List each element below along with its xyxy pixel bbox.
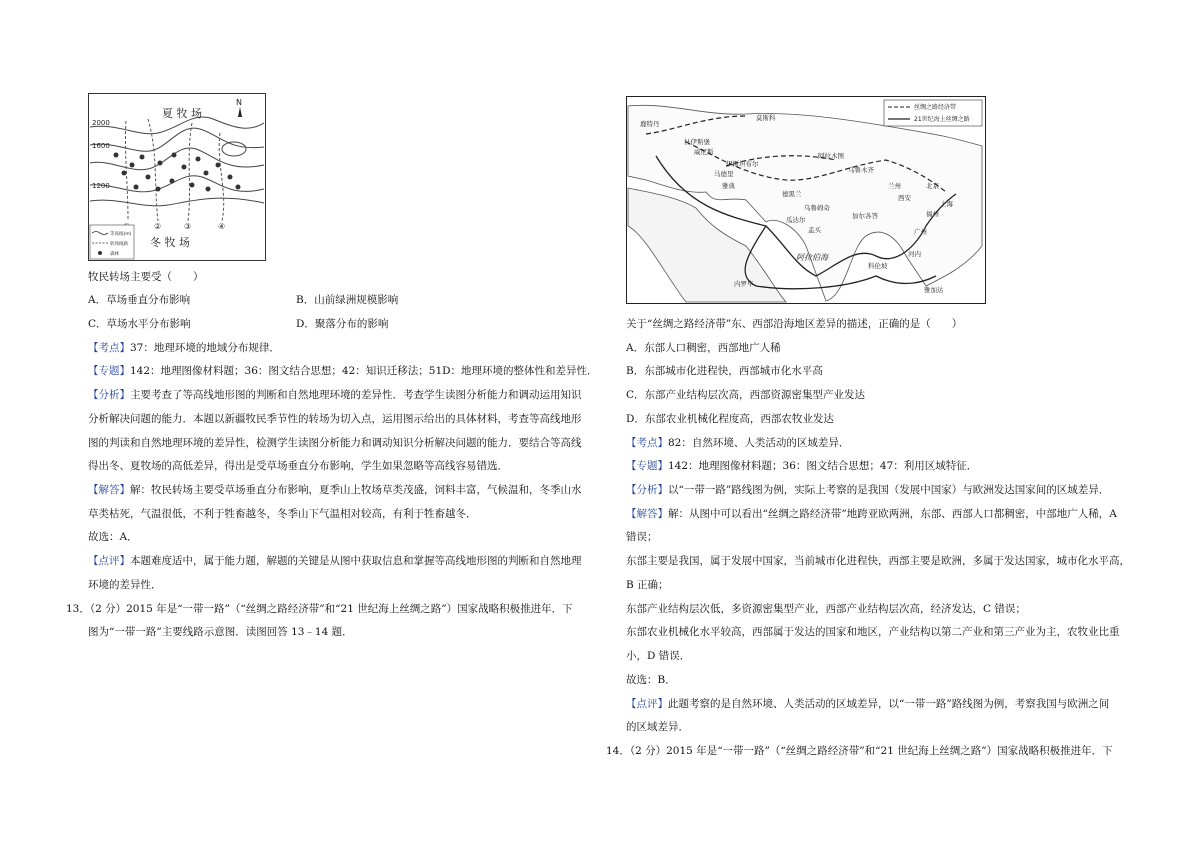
q12-option-c: C．草场水平分布影响 (88, 318, 191, 330)
q14-stem: 14．（2 分）2015 年是“一带一路”（“丝绸之路经济带”和“21 世纪海上丝绸之路”）国家战略积极推进年．下 (606, 745, 1113, 757)
q13-question: 关于“丝绸之路经济带”东、西部沿海地区差异的描述，正确的是（ ） (626, 318, 963, 330)
q13-jieda: 【解答】解：从图中可以看出“丝绸之路经济带”地跨亚欧两洲，东部、西部人口都稠密，中部地广人稀，A (626, 508, 1117, 520)
q12-option-d: D．聚落分布的影响 (296, 318, 389, 330)
q12-zhuanti: 【专题】142：地理图像材料题；36：图文结合思想；42：知识迁移法；51D：地理环境的整体性和差异性． (88, 365, 598, 377)
svg-text:阿拉伯海: 阿拉伯海 (796, 253, 828, 262)
route-2: ② (154, 222, 162, 231)
svg-text:科伦坡: 科伦坡 (868, 262, 888, 270)
elevation-1200: 1200 (92, 182, 110, 190)
q12-answer: 故选：A． (88, 531, 138, 543)
svg-text:转场线路: 转场线路 (110, 242, 128, 247)
svg-text:阿拉木图: 阿拉木图 (818, 152, 844, 160)
svg-text:德黑兰: 德黑兰 (782, 190, 802, 198)
belt-road-map (626, 96, 986, 304)
svg-text:丝绸之路经济带: 丝绸之路经济带 (914, 104, 957, 111)
winter-pasture-label: 冬 牧 场 (150, 236, 190, 249)
q13-zhuanti: 【专题】142：地理图像材料题；36：图文结合思想；47：利用区域特征． (626, 460, 978, 472)
svg-text:莫斯科: 莫斯科 (756, 114, 776, 122)
svg-text:加尔各答: 加尔各答 (852, 212, 878, 220)
svg-text:威尼斯: 威尼斯 (694, 148, 714, 156)
q13-option-c: C．东部产业结构层次高，西部资源密集型产业发达 (626, 389, 866, 401)
q12-dianping: 【点评】本题难度适中，属于能力题，解题的关键是从图中获取信息和掌握等高线地形图的判断和自然地理 (88, 555, 582, 567)
elevation-1600: 1600 (92, 142, 110, 150)
svg-text:21世纪海上丝绸之路: 21世纪海上丝绸之路 (914, 116, 970, 123)
q13-option-d: D．东部农业机械化程度高，西部农牧业发达 (626, 413, 834, 425)
svg-text:等高线(m): 等高线(m) (110, 232, 132, 237)
q12-stem: 牧民转场主要受（ ） (88, 271, 204, 283)
elevation-2000: 2000 (92, 119, 110, 127)
svg-text:兰州: 兰州 (888, 182, 901, 190)
q12-fenxi: 【分析】主要考查了等高线地形图的判断和自然地理环境的差异性．考查学生读图分析能力和调动运用知识 (88, 389, 582, 401)
route-4: ④ (218, 222, 226, 231)
q13-dianping: 【点评】此题考察的是自然环境、人类活动的区域差异，以“一带一路”路线图为例，考察我国与欧洲之间 (626, 698, 1110, 710)
svg-text:广州: 广州 (914, 228, 927, 236)
q13-kaodian: 【考点】82：自然环境、人类活动的区域差异． (626, 437, 850, 449)
svg-text:北京: 北京 (926, 182, 939, 190)
svg-text:鹿特丹: 鹿特丹 (640, 120, 660, 128)
q12-jieda: 【解答】解：牧民转场主要受草场垂直分布影响，夏季山上牧场草类茂盛，饲料丰富，气候温和，冬季山水 (88, 484, 582, 496)
svg-text:雅加达: 雅加达 (924, 286, 944, 294)
svg-text:内罗毕: 内罗毕 (734, 280, 754, 288)
svg-text:上海: 上海 (940, 200, 953, 208)
q12-kaodian: 【考点】37：地理环境的地域分布规律． (88, 342, 280, 354)
svg-text:乌鲁姆奇: 乌鲁姆奇 (804, 204, 830, 212)
svg-text:西安: 西安 (898, 194, 911, 202)
svg-text:伊斯坦布尔: 伊斯坦布尔 (726, 160, 759, 168)
svg-text:河内: 河内 (908, 250, 921, 258)
svg-text:森林: 森林 (110, 252, 119, 257)
svg-text:瓜达尔: 瓜达尔 (786, 216, 806, 224)
q13-answer: 故选：B． (626, 674, 676, 686)
svg-text:杜伊斯堡: 杜伊斯堡 (684, 138, 710, 146)
north-arrow: N (236, 98, 242, 107)
q13-stem: 13．（2 分）2015 年是“一带一路”（“丝绸之路经济带”和“21 世纪海上丝绸之路”）国家战略积极推进年．下 (66, 603, 573, 615)
contour-map (88, 93, 266, 261)
svg-text:马德里: 马德里 (714, 170, 734, 178)
q13-option-b: B．东部城市化进程快，西部城市化水平高 (626, 365, 823, 377)
q13-option-a: A．东部人口稠密，西部地广人稀 (626, 342, 781, 354)
q13-fenxi: 【分析】以“一带一路”路线图为例，实际上考察的是我国（发展中国家）与欧洲发达国家间的区域差异． (626, 484, 1110, 496)
q12-option-a: A．草场垂直分布影响 (88, 294, 191, 306)
svg-text:乌鲁木齐: 乌鲁木齐 (848, 166, 874, 174)
route-3: ③ (184, 222, 192, 231)
svg-text:福州: 福州 (926, 210, 939, 218)
svg-text:孟买: 孟买 (808, 226, 821, 234)
summer-pasture-label: 夏 牧 场 (162, 107, 202, 120)
q12-option-b: B．山前绿洲规模影响 (296, 294, 399, 306)
svg-text:雅典: 雅典 (722, 182, 735, 190)
